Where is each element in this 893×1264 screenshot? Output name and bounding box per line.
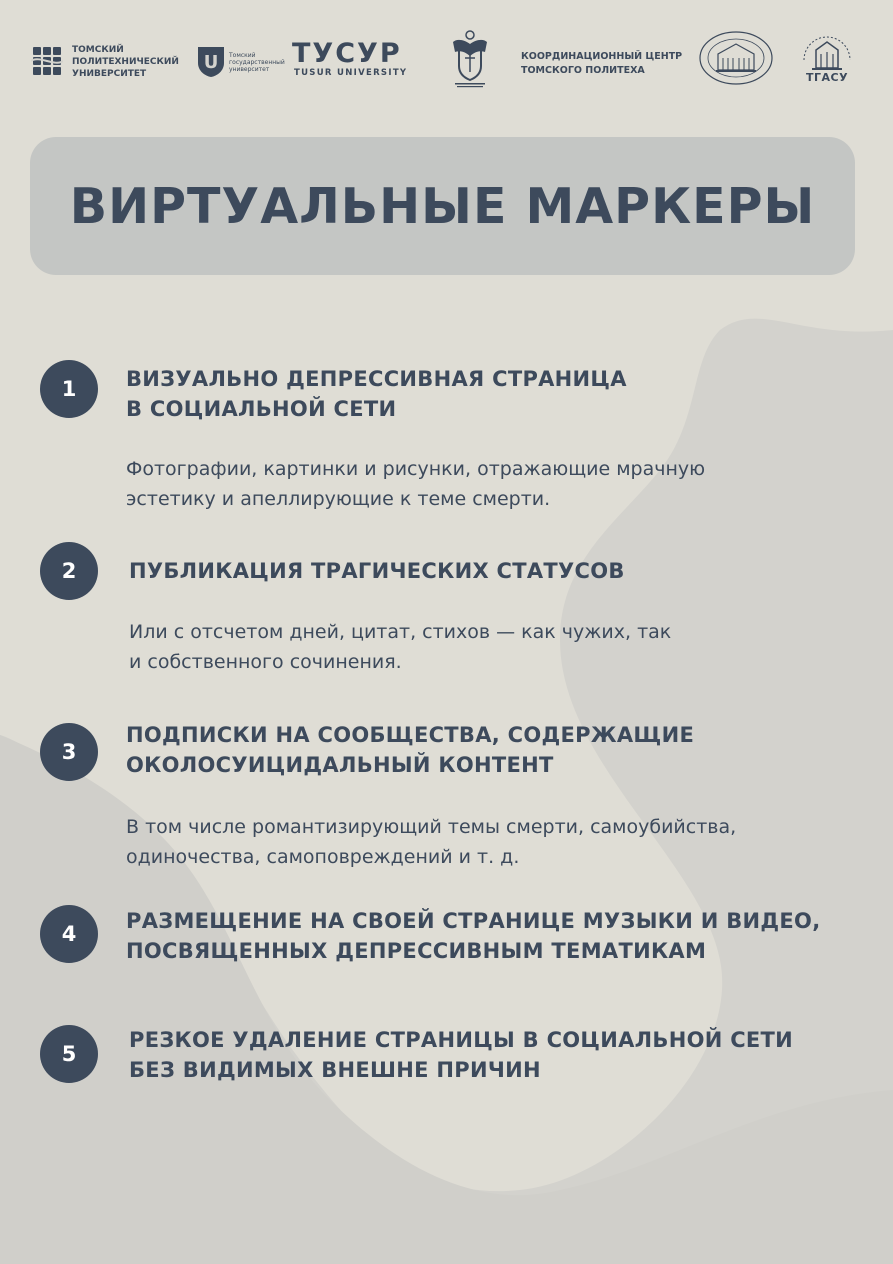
- item-1-desc-line-2: эстетику и апеллирующие к теме смерти.: [126, 488, 551, 510]
- number-badge-5: 5: [40, 1025, 98, 1083]
- item-1-title-line-1: ВИЗУАЛЬНО ДЕПРЕССИВНАЯ СТРАНИЦА: [126, 367, 627, 391]
- title-banner: [30, 137, 855, 275]
- item-3-desc-line-2: одиночества, самоповреждений и т. д.: [126, 846, 520, 868]
- tsu-line-3: университет: [229, 66, 270, 73]
- university-building-seal-icon: [698, 30, 774, 86]
- tsu-line-2: государственный: [229, 59, 285, 66]
- number-badge-3: 3: [40, 723, 98, 781]
- center-logo-text: [521, 50, 682, 78]
- number-badge-1: 1: [40, 360, 98, 418]
- tusur-logo-subtitle: TUSUR UNIVERSITY: [294, 68, 408, 78]
- item-3-desc-line-1: В том числе романтизирующий темы смерти, самоубийства,: [126, 816, 737, 838]
- tusur-logo-name: ТУСУР: [292, 38, 402, 69]
- tpu-logo-text: [72, 44, 179, 80]
- page-title: ВИРТУАЛЬНЫЕ МАРКЕРЫ: [69, 177, 816, 235]
- item-3-title-line-2: ОКОЛОСУИЦИДАЛЬНЫЙ КОНТЕНТ: [126, 753, 554, 777]
- item-1-description: [126, 454, 705, 514]
- item-1-desc-line-1: Фотографии, картинки и рисунки, отражающие мрачную: [126, 458, 706, 480]
- partner-logos: [0, 0, 893, 110]
- number-badge-4: 4: [40, 905, 98, 963]
- center-line-1: КООРДИНАЦИОННЫЙ ЦЕНТР: [521, 51, 683, 62]
- item-1-title: [126, 364, 627, 424]
- coat-of-arms-icon: [447, 28, 493, 90]
- item-5-title-line-2: БЕЗ ВИДИМЫХ ВНЕШНЕ ПРИЧИН: [129, 1058, 541, 1082]
- tpu-line-1: ТОМСКИЙ: [72, 45, 124, 55]
- item-5-title-line-1: РЕЗКОЕ УДАЛЕНИЕ СТРАНИЦЫ В СОЦИАЛЬНОЙ СЕТИ: [129, 1028, 794, 1052]
- item-4-title: [126, 906, 820, 966]
- tpu-line-3: УНИВЕРСИТЕТ: [72, 69, 147, 79]
- item-4-title-line-1: РАЗМЕЩЕНИЕ НА СВОЕЙ СТРАНИЦЕ МУЗЫКИ И ВИДЕО,: [126, 909, 821, 933]
- item-5-title: [129, 1025, 793, 1085]
- tsu-line-1: Томский: [229, 52, 256, 59]
- item-2-title: [129, 556, 625, 586]
- item-3-title: [126, 720, 694, 780]
- tpu-line-2: ПОЛИТЕХНИЧЕСКИЙ: [72, 57, 179, 67]
- number-badge-2: 2: [40, 542, 98, 600]
- tpu-emblem-icon: [31, 45, 63, 77]
- item-2-title-line-1: ПУБЛИКАЦИЯ ТРАГИЧЕСКИХ СТАТУСОВ: [129, 559, 625, 583]
- item-2-desc-line-2: и собственного сочинения.: [129, 651, 402, 673]
- item-4-title-line-2: ПОСВЯЩЕННЫХ ДЕПРЕССИВНЫМ ТЕМАТИКАМ: [126, 939, 707, 963]
- tsu-logo-text: [229, 52, 285, 73]
- center-line-2: ТОМСКОГО ПОЛИТЕХА: [521, 65, 645, 76]
- tgasu-logo-name: ТГАСУ: [806, 71, 849, 84]
- tsu-letter: U: [203, 52, 219, 73]
- item-3-title-line-1: ПОДПИСКИ НА СООБЩЕСТВА, СОДЕРЖАЩИЕ: [126, 723, 695, 747]
- tsu-shield-icon: [196, 45, 226, 78]
- item-3-description: [126, 812, 736, 872]
- item-2-description: [129, 617, 671, 677]
- item-1-title-line-2: В СОЦИАЛЬНОЙ СЕТИ: [126, 397, 397, 421]
- item-2-desc-line-1: Или с отсчетом дней, цитат, стихов — как чужих, так: [129, 621, 672, 643]
